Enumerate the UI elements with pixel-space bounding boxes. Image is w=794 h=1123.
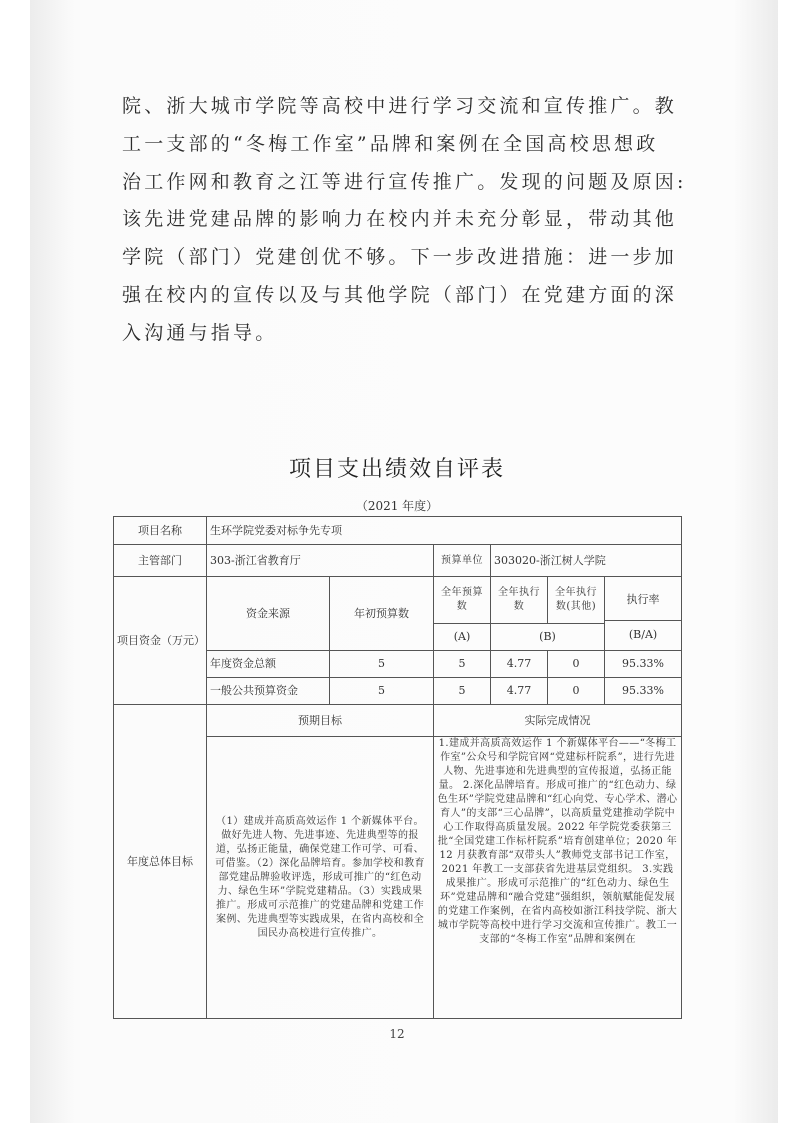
col-rate-group [605, 577, 682, 651]
col-source: 资金来源 [207, 577, 330, 651]
code-b: (B) [491, 624, 605, 651]
col-full-exec: 全年执行数 [491, 577, 548, 624]
table-row [114, 577, 682, 624]
paragraph-line: 入沟通与指导。 [122, 321, 278, 344]
row-initial: 5 [330, 651, 434, 678]
expected-text: （1）建成并高质高效运作 1 个新媒体平台。做好先进人物、先进事迹、先进典型等的报道，弘扬正能量，确保党建工作可学、可看、可借鉴。（2）深化品牌培育。参加学校和教育部党建品牌验收评选，形成可推广的“红色动力、绿色生环”学院党建精品。（3）实践成果推广。形成可示范推广的党建品牌和党建工作案例、先进典型等实践成果，在省内高校和全国民办高校进行宣传推广。 [207, 737, 434, 1019]
project-name-label: 项目名称 [114, 517, 207, 545]
funds-label: 项目资金（万元） [114, 577, 207, 705]
row-exec: 4.77 [491, 651, 548, 678]
paragraph-line: 院、浙大城市学院等高校中进行学习交流和宣传推广。教 [122, 95, 678, 117]
row-other: 0 [548, 678, 605, 705]
code-ba: (B/A) [628, 627, 658, 641]
table-row [114, 705, 682, 737]
code-a: (A) [434, 624, 491, 651]
actual-text: 1.建成并高质高效运作 1 个新媒体平台——“冬梅工作室”公众号和学院官网“党建标杆院系”，进行先进人物、先进事迹和先进典型的宣传报道，弘扬正能量。 2.深化品牌培育。形成可推广的“红色动力、绿色生环”学院党建品牌和“红心向党、专心学术、潜心育人”的支部“三心品牌”，以高质量党建推动学院中心工作取得高质量发展。2022 年学院党委获第三批“全国党建工作标杆院系”培育创建单位；2020 年 12 月获教育部“双带头人”教师党支部书记工作室，2021 年教工一支部获省先进基层党组织。 3.实践成果推广。形成可示范推广的“红色动力、绿色生环”党建品牌和“融合党建”强组织，领航赋能促发展的党建工作案例，在省内高校如浙江科技学院、浙大城市学院等高校中进行学习交流和宣传推广。教工一支部的“冬梅工作室”品牌和案例在 [434, 737, 682, 1019]
table-title: 项目支出绩效自评表 [288, 457, 505, 482]
row-rate: 95.33% [605, 651, 682, 678]
paragraph-line: 治工作网和教育之江等进行宣传推广。发现的问题及原因: [122, 170, 687, 193]
paragraph-line: 工一支部的“冬梅工作室”品牌和案例在全国高校思想政 [122, 132, 659, 155]
page-number: 12 [389, 1027, 405, 1041]
dept-value: 303-浙江省教育厅 [207, 545, 434, 577]
expected-header: 预期目标 [207, 705, 434, 737]
row-other: 0 [548, 651, 605, 678]
row-budget: 5 [434, 678, 491, 705]
col-initial: 年初预算数 [330, 577, 434, 651]
unit-value: 303020-浙江树人学院 [491, 545, 682, 577]
dept-label: 主管部门 [114, 545, 207, 577]
paragraph-line: 强在校内的宣传以及与其他学院（部门）在党建方面的深 [122, 283, 678, 306]
row-rate: 95.33% [605, 678, 682, 705]
project-name-value: 生环学院党委对标争先专项 [207, 517, 682, 545]
actual-header: 实际完成情况 [434, 705, 682, 737]
performance-table [113, 516, 682, 1019]
col-full-budget: 全年预算数 [434, 577, 491, 624]
goal-label: 年度总体目标 [114, 705, 207, 1019]
row-name: 一般公共预算资金 [207, 678, 330, 705]
paragraph-line: 该先进党建品牌的影响力在校内并未充分彰显，带动其他 [122, 208, 678, 231]
row-initial: 5 [330, 678, 434, 705]
row-name: 年度资金总额 [207, 651, 330, 678]
table-row [114, 545, 682, 577]
table-row [114, 517, 682, 545]
col-rate: 执行率 [605, 580, 681, 621]
row-budget: 5 [434, 651, 491, 678]
body-paragraph [122, 88, 687, 353]
paragraph-line: 学院（部门）党建创优不够。下一步改进措施：进一步加 [122, 246, 678, 269]
row-exec: 4.77 [491, 678, 548, 705]
col-full-exec-other: 全年执行数(其他) [548, 577, 605, 624]
year-label: （2021 年度） [355, 499, 439, 513]
unit-label: 预算单位 [434, 545, 491, 577]
